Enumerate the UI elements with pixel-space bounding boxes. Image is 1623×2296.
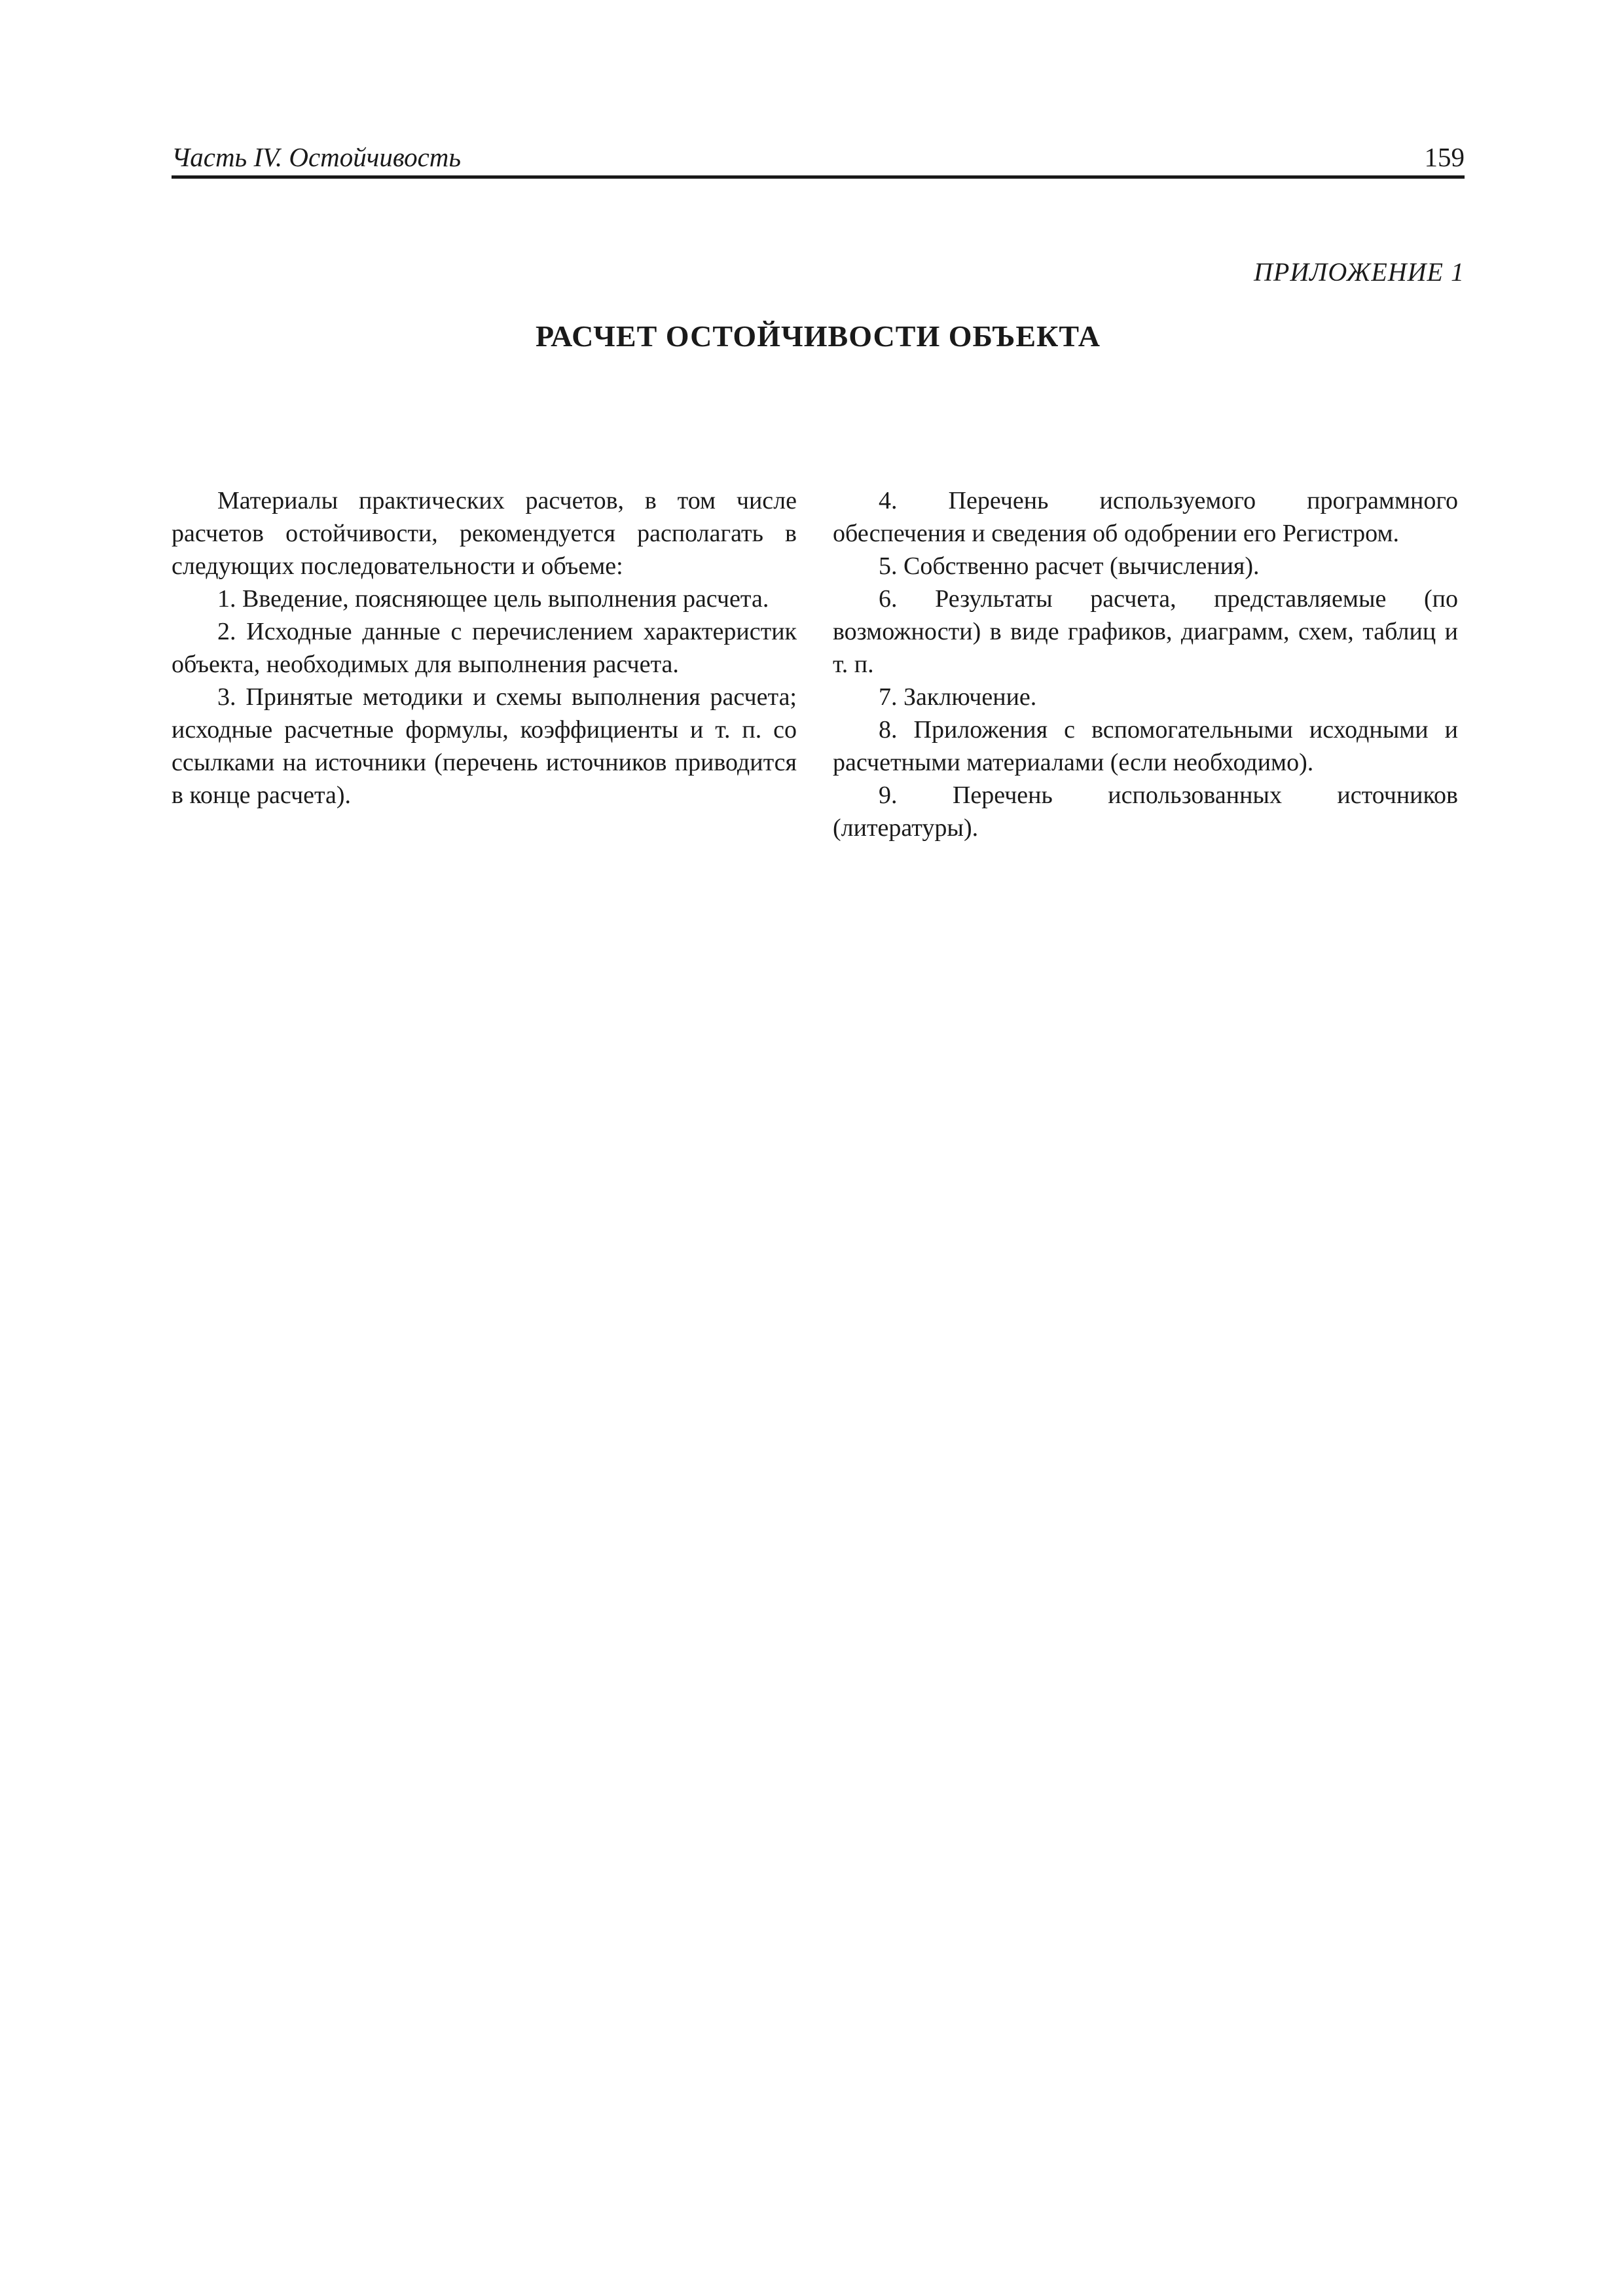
running-header-title: Часть IV. Остойчивость — [172, 142, 462, 172]
list-item-7: 7. Заключение. — [879, 683, 1037, 711]
running-header — [172, 140, 1465, 179]
left-paragraph-intro: Материалы практических расчетов, в том числе расчетов остойчивости, рекомендуется располагать в следующих последовательности и объеме: — [172, 487, 797, 580]
list-item-2: 2. Исходные данные с перечислением характеристик объекта, необходимых для выполнения расчета. — [172, 618, 797, 678]
list-item-3: 3. Принятые методики и схемы выполнения расчета; исходные расчетные формулы, коэффициенты и т. п. со ссылками на источники (перечень источников приводится в конце расчета). — [172, 683, 797, 809]
list-item-6: 6. Результаты расчета, представляемые (по возможности) в виде графиков, диаграмм, схем, таблиц и т. п. — [833, 585, 1458, 678]
list-item-1: 1. Введение, поясняющее цель выполнения расчета. — [217, 585, 769, 613]
list-item-5: 5. Собственно расчет (вычисления). — [879, 552, 1260, 580]
document-title: РАСЧЕТ ОСТОЙЧИВОСТИ ОБЪЕКТА — [535, 319, 1101, 353]
list-item-8: 8. Приложения с вспомогательными исходными и расчетными материалами (если необходимо). — [833, 716, 1458, 776]
right-column — [833, 484, 1458, 844]
list-item-9: 9. Перечень использованных источников (литературы). — [833, 781, 1458, 842]
left-column — [172, 484, 797, 812]
header-rule — [172, 175, 1465, 179]
appendix-label: ПРИЛОЖЕНИЕ 1 — [1254, 257, 1465, 287]
list-item-4: 4. Перечень используемого программного обеспечения и сведения об одобрении его Регистром. — [833, 487, 1458, 547]
page-number: 159 — [1424, 142, 1465, 172]
